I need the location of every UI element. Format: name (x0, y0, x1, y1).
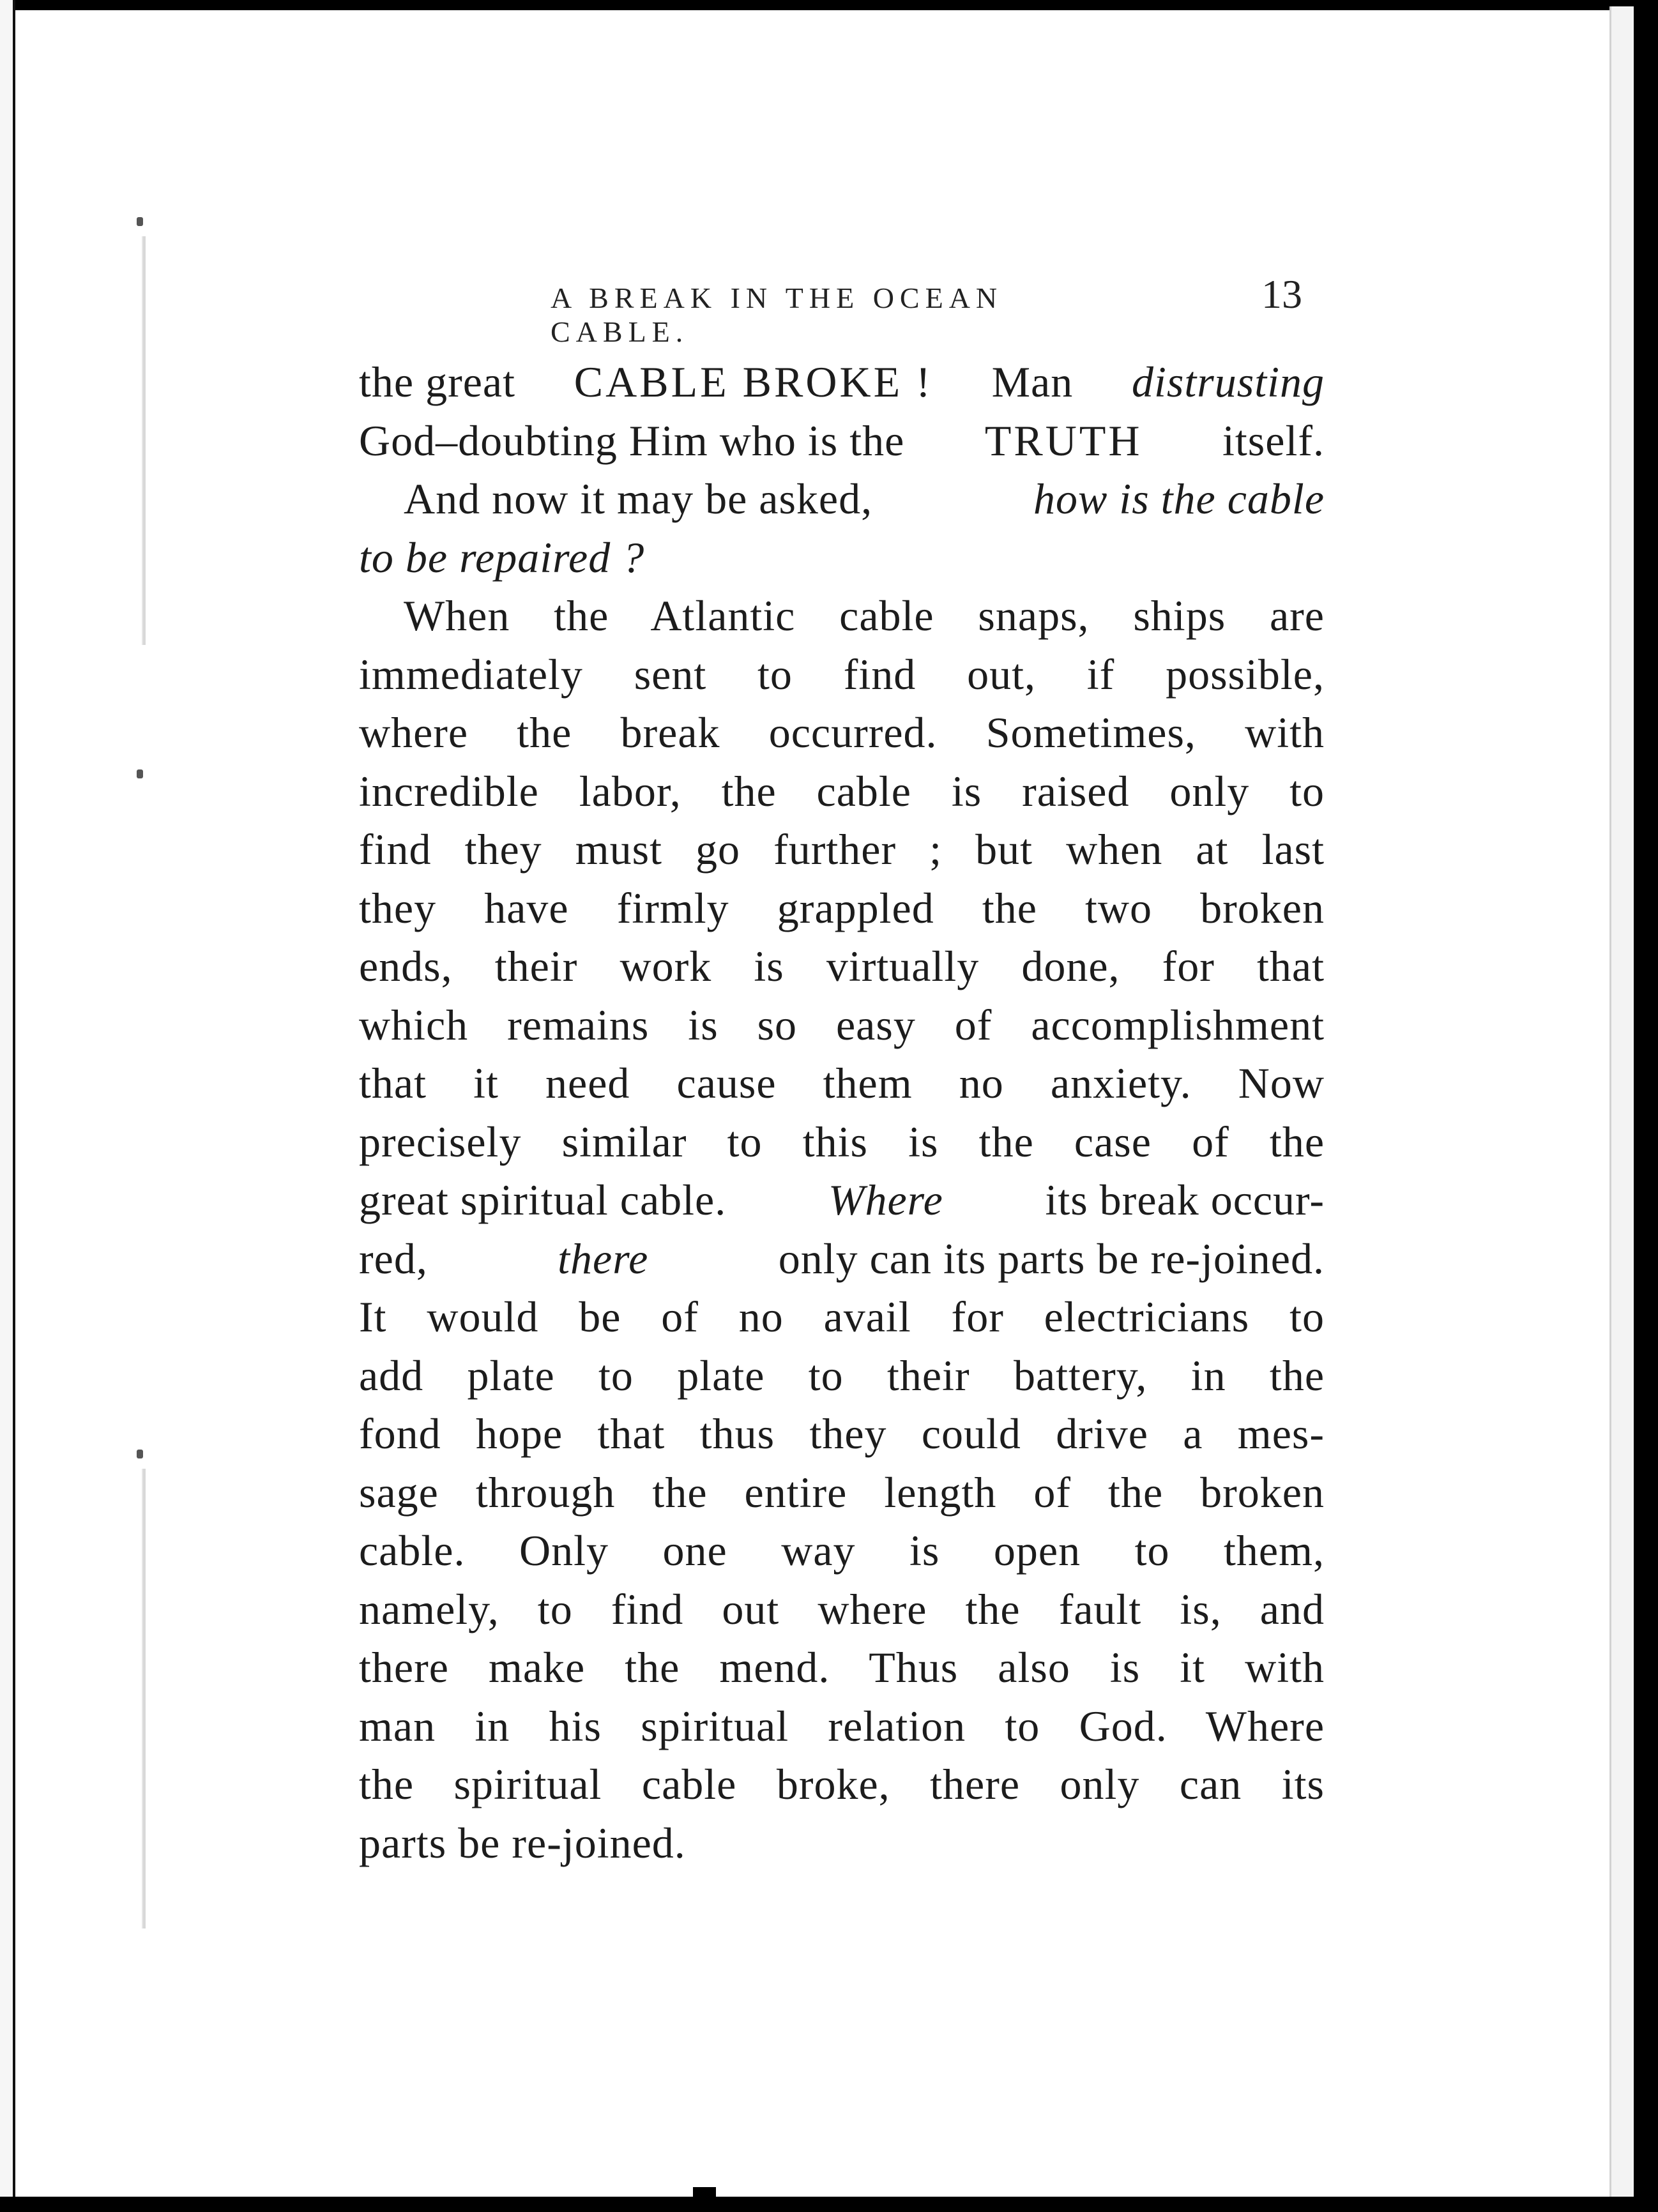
text-run-italic: distrusting (1132, 358, 1325, 406)
text-line (359, 529, 1325, 587)
scan-border-right (1634, 0, 1658, 2212)
text-run-italic: to be repaired ? (359, 533, 645, 582)
text-run: sage through the entire length of the broken (359, 1467, 1325, 1517)
text-line (359, 1171, 1325, 1230)
text-run: parts be re-joined. (359, 1818, 686, 1867)
scan-border-top (0, 0, 1658, 10)
text-line (359, 1814, 1325, 1873)
text-line (359, 937, 1325, 996)
scan-border-left (0, 0, 15, 2212)
text-line (359, 1639, 1325, 1697)
text-run: fond hope that thus they could drive a mes- (359, 1409, 1325, 1458)
text-line (359, 1522, 1325, 1580)
text-run: And now it may be asked, (404, 474, 873, 523)
binding-mark (142, 236, 146, 645)
text-run: add plate to plate to their battery, in the (359, 1351, 1325, 1400)
text-run-italic: how is the cable (1033, 474, 1325, 523)
page-edge (1609, 6, 1634, 2212)
text-line (359, 470, 1325, 529)
text-line (359, 353, 1325, 412)
text-line (359, 587, 1325, 646)
binding-tick (137, 217, 143, 226)
text-run: red, (359, 1234, 428, 1283)
text-line (359, 1054, 1325, 1113)
text-run: Man (991, 358, 1074, 406)
running-head: A BREAK IN THE OCEAN CABLE. (551, 282, 1003, 348)
page-number: 13 (1261, 271, 1302, 317)
text-run: that it need cause them no anxiety. Now (359, 1059, 1325, 1107)
text-run: great spiritual cable. (359, 1176, 727, 1224)
body-text (359, 353, 1325, 1872)
text-line (359, 1464, 1325, 1522)
text-line (359, 1405, 1325, 1464)
text-line (359, 1113, 1325, 1172)
text-run-caps: TRUTH (984, 416, 1143, 465)
text-run: which remains is so easy of accomplishment (359, 1000, 1325, 1049)
text-run: the spiritual cable broke, there only can its (359, 1760, 1325, 1808)
text-run: the great (359, 358, 515, 406)
text-run: its break occur- (1045, 1176, 1325, 1224)
text-line (359, 821, 1325, 879)
text-line (359, 704, 1325, 762)
text-run-caps: CABLE BROKE ! (574, 358, 933, 406)
text-run: It would be of no avail for electricians to (359, 1292, 1325, 1341)
text-line (359, 879, 1325, 938)
text-run-italic: Where (828, 1176, 943, 1224)
text-run: cable. Only one way is open to them, (359, 1526, 1325, 1575)
binding-tick (137, 1450, 143, 1458)
text-run: there make the mend. Thus also is it with (359, 1643, 1325, 1692)
text-run: incredible labor, the cable is raised only to (359, 766, 1325, 815)
text-line (359, 1697, 1325, 1756)
text-line (359, 1580, 1325, 1639)
text-run: When the Atlantic cable snaps, ships are (404, 591, 1325, 640)
text-line (359, 1288, 1325, 1347)
scan-notch (693, 2187, 716, 2200)
text-run: only can its parts be re-joined. (778, 1234, 1325, 1283)
binding-mark (142, 1469, 146, 1928)
text-run: precisely similar to this is the case of the (359, 1117, 1325, 1166)
text-run: immediately sent to find out, if possible, (359, 649, 1325, 699)
scan-border-bottom (0, 2197, 1658, 2212)
text-run: man in his spiritual relation to God. Where (359, 1701, 1325, 1750)
text-line (359, 412, 1325, 471)
text-run: where the break occurred. Sometimes, with (359, 708, 1325, 757)
text-run-italic: there (558, 1234, 649, 1283)
text-line (359, 762, 1325, 821)
text-run: they have firmly grappled the two broken (359, 883, 1325, 932)
binding-tick (137, 769, 143, 778)
text-line (359, 996, 1325, 1055)
text-line (359, 1230, 1325, 1289)
text-run: ends, their work is virtually done, for that (359, 942, 1325, 990)
text-run: God–doubting Him who is the (359, 416, 905, 465)
text-run: itself. (1222, 416, 1325, 465)
text-run: find they must go further ; but when at last (359, 825, 1325, 874)
text-line (359, 646, 1325, 704)
text-run: namely, to find out where the fault is, and (359, 1584, 1325, 1633)
text-line (359, 1347, 1325, 1405)
text-line (359, 1755, 1325, 1814)
